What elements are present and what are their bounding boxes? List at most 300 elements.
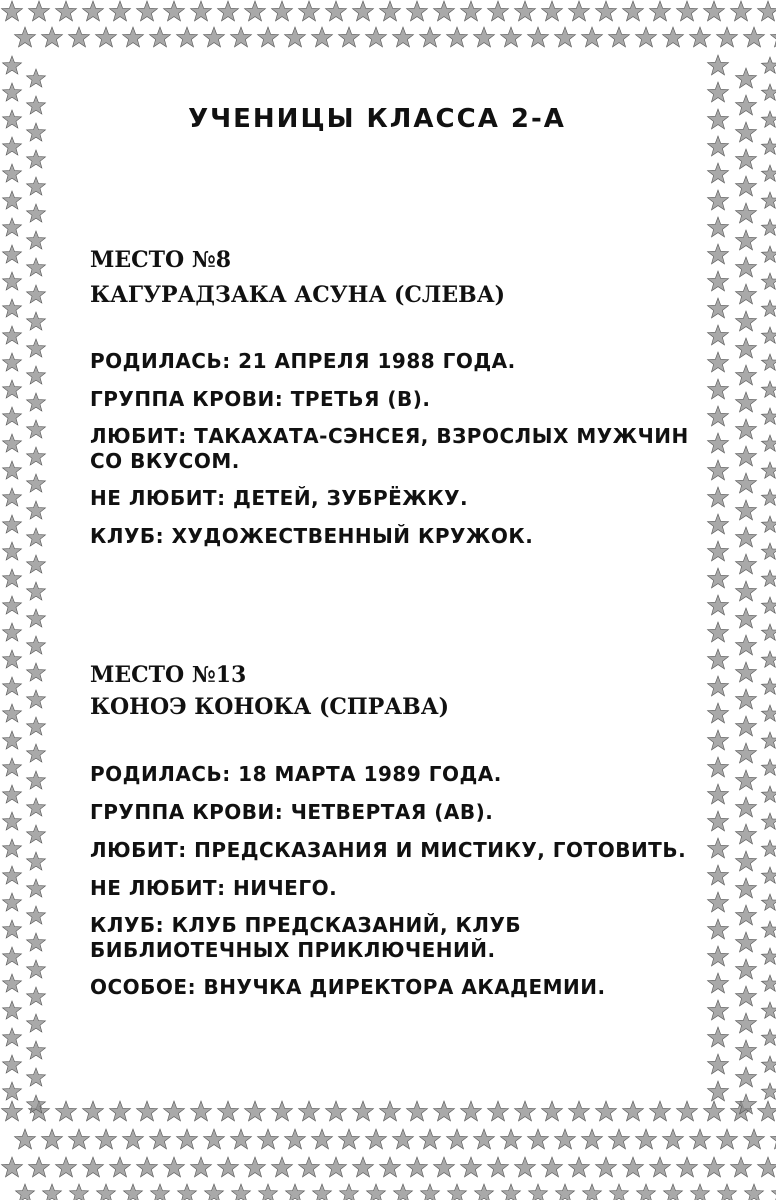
star-icon [27, 204, 46, 222]
star-icon [758, 1, 776, 21]
star-icon [191, 1157, 212, 1177]
star-icon [761, 381, 776, 397]
star-icon [27, 420, 46, 438]
star-icon [556, 1184, 575, 1200]
star-icon [761, 543, 776, 559]
star-icon [3, 218, 22, 236]
star-icon [204, 27, 225, 47]
star-icon [27, 312, 46, 330]
star-icon [708, 676, 729, 696]
star-icon [299, 1, 320, 21]
star-icon [27, 231, 46, 249]
star-icon [761, 408, 776, 424]
star-icon [650, 1, 671, 21]
star-icon [501, 1129, 522, 1149]
star-icon [761, 1083, 776, 1099]
star-icon [501, 27, 522, 47]
star-icon [664, 1184, 683, 1200]
star-icon [731, 1157, 752, 1177]
star-icon [771, 27, 776, 47]
star-icon [69, 27, 90, 47]
star-icon [708, 406, 729, 426]
star-icon [772, 1184, 776, 1200]
star-icon [56, 1101, 77, 1121]
student-2-club: КЛУБ: КЛУБ ПРЕДСКАЗАНИЙ, КЛУБ БИБЛИОТЕЧНЫХ ПРИКЛЮЧЕНИЙ. [90, 913, 522, 962]
star-icon [761, 219, 776, 235]
star-icon [761, 138, 776, 154]
star-icon [3, 299, 22, 317]
star-icon [758, 1101, 776, 1121]
star-icon [650, 1157, 671, 1177]
star-icon [299, 1157, 320, 1177]
star-icon [708, 811, 729, 831]
star-icon [761, 624, 776, 640]
star-icon [3, 191, 22, 209]
star-icon [231, 27, 252, 47]
star-icon [137, 1157, 158, 1177]
star-icon [542, 1157, 563, 1177]
star-icon [736, 473, 757, 493]
star-icon [708, 1027, 729, 1047]
star-icon [3, 1055, 22, 1073]
star-icon [609, 27, 630, 47]
star-icon [353, 1101, 374, 1121]
star-icon [124, 1184, 143, 1200]
star-icon [761, 300, 776, 316]
star-icon [610, 1184, 629, 1200]
star-icon [623, 1, 644, 21]
star-icon [83, 1101, 104, 1121]
star-icon [736, 68, 757, 88]
star-icon [736, 392, 757, 412]
star-icon [3, 704, 22, 722]
star-icon [461, 1101, 482, 1121]
star-icon [708, 460, 729, 480]
star-icon [736, 230, 757, 250]
star-icon [110, 1, 131, 21]
star-icon [3, 326, 22, 344]
star-icon [736, 770, 757, 790]
star-icon [761, 921, 776, 937]
star-icon [761, 678, 776, 694]
star-icon [708, 730, 729, 750]
star-icon [2, 1, 23, 21]
star-icon [110, 1101, 131, 1121]
star-icon [16, 1184, 35, 1200]
star-icon [736, 419, 757, 439]
star-icon [736, 608, 757, 628]
star-icon [761, 732, 776, 748]
star-icon [3, 650, 22, 668]
star-icon [475, 1184, 494, 1200]
star-icon [736, 635, 757, 655]
star-icon [708, 1081, 729, 1101]
star-icon [736, 1040, 757, 1060]
star-icon [83, 1, 104, 21]
star-icon [708, 82, 729, 102]
star-icon [736, 176, 757, 196]
star-icon [718, 1184, 737, 1200]
star-icon [3, 1001, 22, 1019]
star-icon [3, 947, 22, 965]
star-icon [326, 1, 347, 21]
star-icon [407, 1157, 428, 1177]
star-icon [736, 500, 757, 520]
star-icon [736, 311, 757, 331]
star-icon [731, 1, 752, 21]
star-icon [708, 109, 729, 129]
star-icon [708, 1054, 729, 1074]
star-icon [515, 1157, 536, 1177]
star-icon [3, 407, 22, 425]
star-icon [488, 1101, 509, 1121]
star-icon [690, 27, 711, 47]
star-icon [704, 1101, 725, 1121]
star-icon [736, 149, 757, 169]
star-icon [27, 285, 46, 303]
star-icon [761, 759, 776, 775]
star-icon [761, 273, 776, 289]
star-icon [204, 1129, 225, 1149]
student-2-birth: РОДИЛАСЬ: 18 МАРТА 1989 ГОДА. [90, 762, 502, 786]
star-icon [736, 338, 757, 358]
star-icon [27, 1068, 46, 1086]
star-icon [736, 95, 757, 115]
star-icon [27, 852, 46, 870]
student-1-name: КАГУРАДЗАКА АСУНА (СЛЕВА) [90, 282, 506, 308]
star-icon [704, 1157, 725, 1177]
star-icon [708, 217, 729, 237]
star-icon [353, 1157, 374, 1177]
star-icon [761, 192, 776, 208]
star-icon [312, 27, 333, 47]
star-icon [96, 27, 117, 47]
star-icon [27, 339, 46, 357]
star-icon [677, 1101, 698, 1121]
star-icon [761, 111, 776, 127]
star-icon [583, 1184, 602, 1200]
star-icon [761, 57, 776, 73]
star-icon [708, 973, 729, 993]
star-icon [97, 1184, 116, 1200]
star-icon [366, 1129, 387, 1149]
star-icon [761, 1029, 776, 1045]
star-icon [650, 1101, 671, 1121]
star-icon [461, 1157, 482, 1177]
star-icon [542, 1101, 563, 1121]
star-icon [43, 1184, 62, 1200]
star-icon [708, 541, 729, 561]
star-icon [761, 165, 776, 181]
star-icon [474, 1129, 495, 1149]
student-2-dislikes: НЕ ЛЮБИТ: НИЧЕГО. [90, 876, 338, 900]
star-icon [736, 662, 757, 682]
star-icon [761, 786, 776, 802]
student-2-likes: ЛЮБИТ: ПРЕДСКАЗАНИЯ И МИСТИКУ, ГОТОВИТЬ. [90, 838, 687, 862]
star-icon [27, 690, 46, 708]
star-icon [299, 1101, 320, 1121]
star-icon [528, 27, 549, 47]
star-icon [285, 1129, 306, 1149]
star-icon [708, 703, 729, 723]
star-icon [27, 609, 46, 627]
star-icon [3, 974, 22, 992]
star-icon [708, 892, 729, 912]
star-icon [123, 27, 144, 47]
star-icon [380, 1101, 401, 1121]
star-icon [164, 1101, 185, 1121]
star-icon [708, 379, 729, 399]
star-icon [56, 1157, 77, 1177]
star-icon [394, 1184, 413, 1200]
star-icon [150, 1129, 171, 1149]
star-icon [151, 1184, 170, 1200]
star-icon [434, 1101, 455, 1121]
star-icon [708, 622, 729, 642]
star-icon [736, 257, 757, 277]
star-icon [736, 851, 757, 871]
star-icon [761, 1002, 776, 1018]
star-icon [761, 489, 776, 505]
star-icon [231, 1129, 252, 1149]
star-icon [27, 636, 46, 654]
star-icon [555, 1129, 576, 1149]
star-icon [736, 527, 757, 547]
star-icon [736, 959, 757, 979]
star-icon [434, 1, 455, 21]
star-icon [736, 689, 757, 709]
star-icon [771, 1129, 776, 1149]
star-icon [3, 677, 22, 695]
star-icon [761, 435, 776, 451]
star-icon [69, 1129, 90, 1149]
star-icon [15, 27, 36, 47]
star-icon [3, 893, 22, 911]
star-icon [758, 1157, 776, 1177]
star-icon [708, 244, 729, 264]
star-icon [367, 1184, 386, 1200]
star-icon [3, 461, 22, 479]
star-icon [3, 1082, 22, 1100]
star-icon [736, 203, 757, 223]
star-icon [761, 840, 776, 856]
star-icon [29, 1, 50, 21]
star-icon [27, 447, 46, 465]
student-1-likes: ЛЮБИТ: ТАКАХАТА-СЭНСЕЯ, ВЗРОСЛЫХ МУЖЧИН СО ВКУСОМ. [90, 424, 689, 473]
star-icon [3, 83, 22, 101]
star-icon [761, 813, 776, 829]
star-icon [708, 487, 729, 507]
star-icon [245, 1101, 266, 1121]
star-icon [272, 1101, 293, 1121]
star-icon [205, 1184, 224, 1200]
star-icon [708, 919, 729, 939]
star-icon [736, 554, 757, 574]
star-icon [761, 1056, 776, 1072]
star-icon [407, 1, 428, 21]
star-icon [27, 69, 46, 87]
star-icon [448, 1184, 467, 1200]
student-1-blood: ГРУППА КРОВИ: ТРЕТЬЯ (В). [90, 387, 431, 411]
star-icon [434, 1157, 455, 1177]
star-icon [56, 1, 77, 21]
star-icon [708, 298, 729, 318]
star-icon [27, 555, 46, 573]
star-icon [191, 1, 212, 21]
star-icon [15, 1129, 36, 1149]
student-1-dislikes: НЕ ЛЮБИТ: ДЕТЕЙ, ЗУБРЁЖКУ. [90, 486, 469, 510]
star-icon [258, 27, 279, 47]
star-icon [258, 1129, 279, 1149]
star-icon [761, 462, 776, 478]
star-icon [691, 1184, 710, 1200]
star-icon [745, 1184, 764, 1200]
star-icon [447, 1129, 468, 1149]
student-1-birth: РОДИЛАСЬ: 21 АПРЕЛЯ 1988 ГОДА. [90, 349, 516, 373]
star-icon [218, 1157, 239, 1177]
star-icon [3, 56, 22, 74]
star-icon [164, 1, 185, 21]
star-icon [420, 1129, 441, 1149]
star-icon [736, 986, 757, 1006]
star-icon [761, 975, 776, 991]
star-icon [736, 446, 757, 466]
star-icon [27, 663, 46, 681]
star-icon [761, 597, 776, 613]
star-icon [286, 1184, 305, 1200]
star-icon [27, 879, 46, 897]
star-icon [83, 1157, 104, 1177]
star-icon [70, 1184, 89, 1200]
star-icon [3, 245, 22, 263]
star-icon [736, 1067, 757, 1087]
star-icon [177, 27, 198, 47]
star-icon [27, 798, 46, 816]
star-icon [708, 568, 729, 588]
star-icon [744, 1129, 765, 1149]
star-icon [569, 1, 590, 21]
star-icon [339, 27, 360, 47]
star-icon [3, 812, 22, 830]
star-icon [312, 1129, 333, 1149]
star-icon [3, 920, 22, 938]
star-icon [555, 27, 576, 47]
star-icon [259, 1184, 278, 1200]
star-icon [569, 1157, 590, 1177]
star-icon [761, 246, 776, 262]
star-icon [736, 797, 757, 817]
page-title: УЧЕНИЦЫ КЛАССА 2-А [188, 104, 566, 134]
star-icon [736, 122, 757, 142]
star-icon [528, 1129, 549, 1149]
star-icon [596, 1157, 617, 1177]
star-icon [3, 272, 22, 290]
star-icon [96, 1129, 117, 1149]
star-icon [3, 569, 22, 587]
star-icon [3, 866, 22, 884]
star-icon [636, 27, 657, 47]
star-icon [3, 515, 22, 533]
star-icon [596, 1101, 617, 1121]
star-icon [3, 623, 22, 641]
star-icon [353, 1, 374, 21]
star-icon [569, 1101, 590, 1121]
star-icon [623, 1101, 644, 1121]
star-icon [582, 1129, 603, 1149]
star-icon [609, 1129, 630, 1149]
star-icon [708, 55, 729, 75]
star-icon [736, 365, 757, 385]
star-icon [623, 1157, 644, 1177]
star-icon [488, 1, 509, 21]
star-icon [502, 1184, 521, 1200]
star-icon [137, 1101, 158, 1121]
star-icon [3, 839, 22, 857]
star-icon [708, 433, 729, 453]
star-icon [27, 123, 46, 141]
star-icon [704, 1, 725, 21]
star-icon [761, 516, 776, 532]
star-icon [708, 163, 729, 183]
star-icon [447, 27, 468, 47]
star-icon [736, 743, 757, 763]
star-icon [27, 528, 46, 546]
student-1-club: КЛУБ: ХУДОЖЕСТВЕННЫЙ КРУЖОК. [90, 524, 534, 548]
star-icon [407, 1101, 428, 1121]
star-icon [27, 1041, 46, 1059]
star-icon [272, 1157, 293, 1177]
star-icon [3, 488, 22, 506]
star-icon [177, 1129, 198, 1149]
star-icon [339, 1129, 360, 1149]
star-icon [27, 744, 46, 762]
star-icon [27, 96, 46, 114]
star-icon [27, 825, 46, 843]
star-icon [27, 717, 46, 735]
star-icon [178, 1184, 197, 1200]
star-icon [663, 27, 684, 47]
star-icon [3, 164, 22, 182]
star-icon [736, 1013, 757, 1033]
star-icon [137, 1, 158, 21]
star-icon [708, 190, 729, 210]
star-icon [636, 1129, 657, 1149]
star-icon [232, 1184, 251, 1200]
star-icon [27, 771, 46, 789]
star-icon [708, 838, 729, 858]
star-icon [736, 878, 757, 898]
star-icon [3, 731, 22, 749]
star-icon [761, 948, 776, 964]
star-icon [708, 784, 729, 804]
star-icon [3, 596, 22, 614]
star-icon [761, 705, 776, 721]
star-icon [736, 824, 757, 844]
star-icon [596, 1, 617, 21]
star-icon [27, 1014, 46, 1032]
star-icon [380, 1, 401, 21]
star-icon [582, 27, 603, 47]
star-icon [393, 27, 414, 47]
star-icon [27, 177, 46, 195]
star-icon [164, 1157, 185, 1177]
star-icon [708, 595, 729, 615]
content-panel [52, 52, 702, 1092]
star-icon [27, 150, 46, 168]
star-icon [761, 354, 776, 370]
star-icon [708, 136, 729, 156]
star-icon [29, 1157, 50, 1177]
